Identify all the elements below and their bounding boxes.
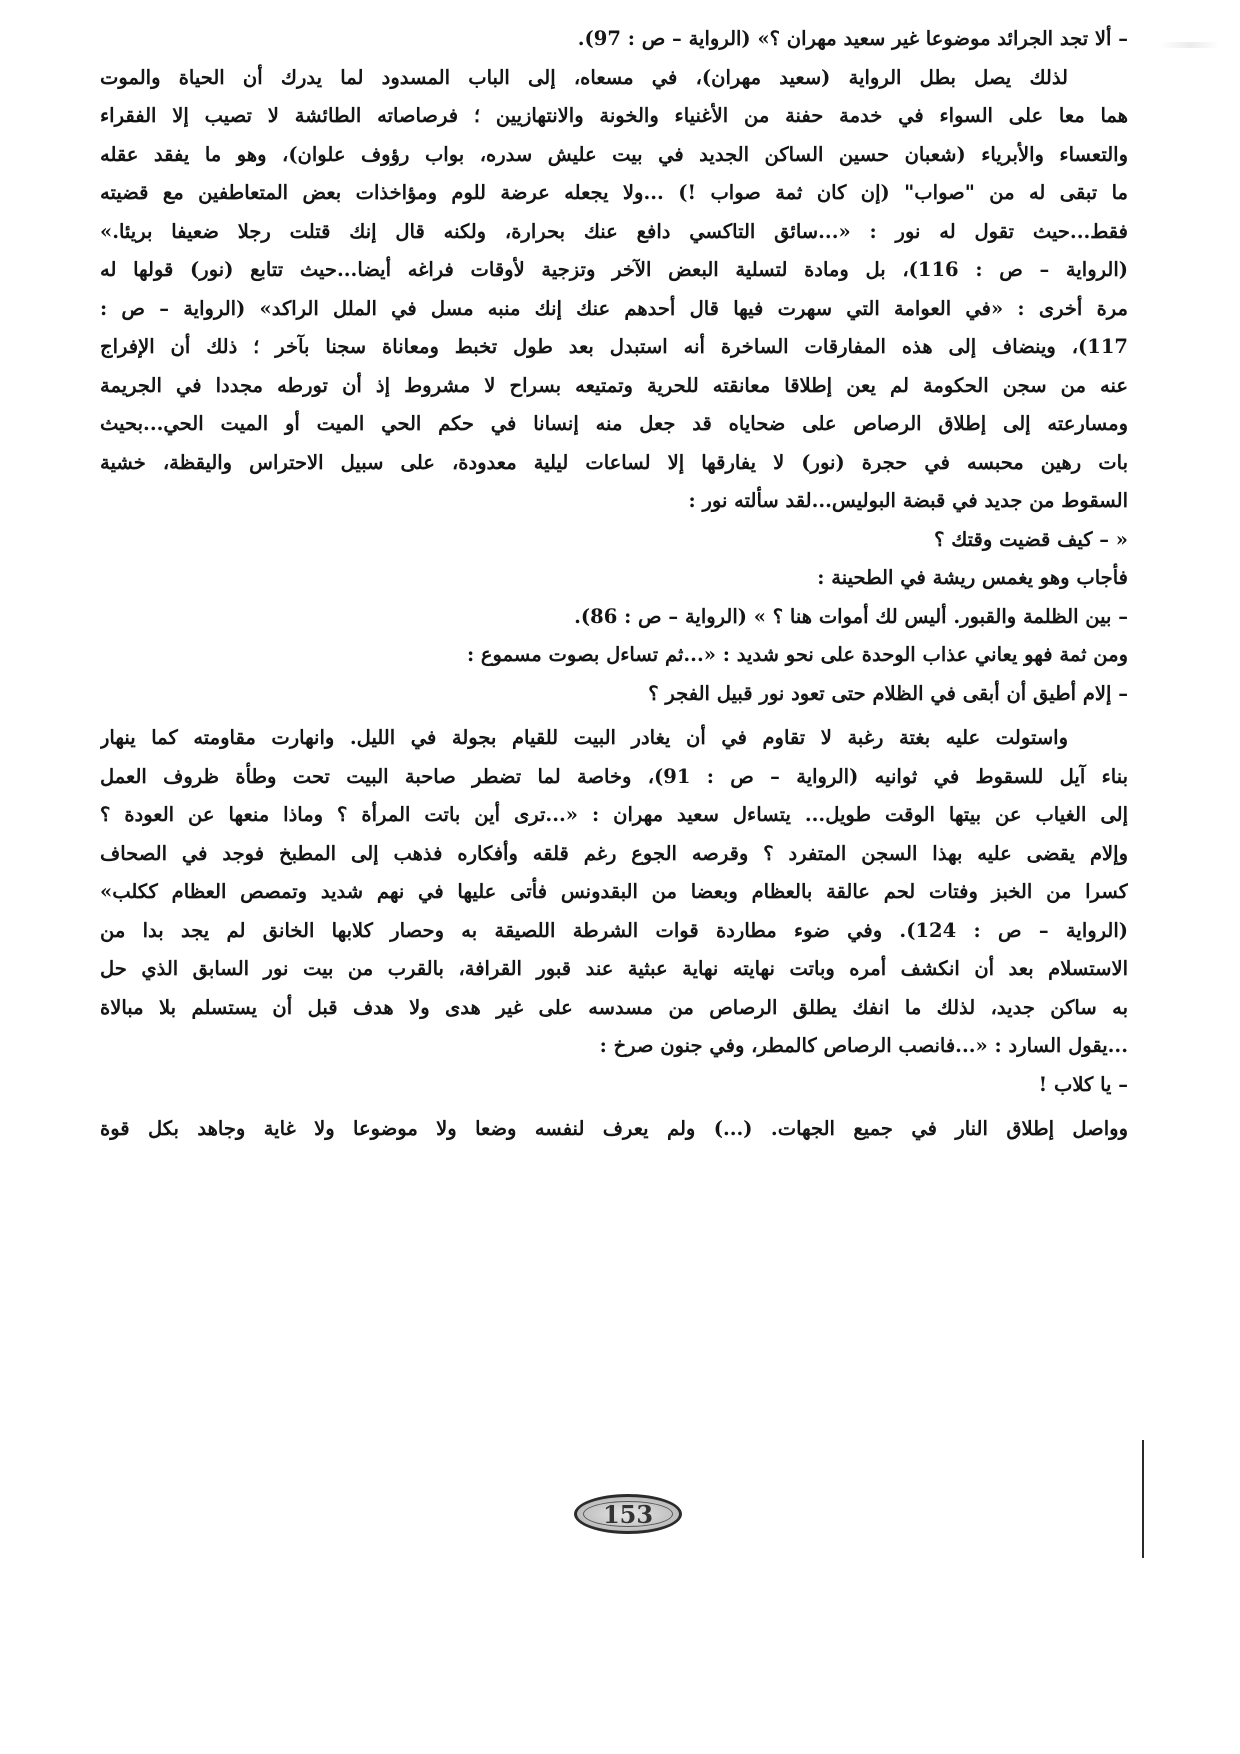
text-line: وواصل إطلاق النار في جميع الجهات. (...) ولم يعرف لنفسه وضعا ولا موضوعا ولا غاية وجاهد بكل قوة — [100, 1117, 1128, 1140]
dialogue-line: – يا كلاب ! — [1038, 1072, 1128, 1096]
text-line: فقط...حيث تقول له نور : «...سائق التاكسي دافع عنك بحرارة، ولكنه قال إنك قتلت رجلا ضعيفا بريئا.» — [100, 219, 1128, 243]
text-line: بات رهين محبسه في حجرة (نور) لا يفارقها إلا لساعات ليلية معدودة، على سبيل الاحتراس واليقظة، خشية — [100, 450, 1128, 474]
text-line: السقوط من جديد في قبضة البوليس...لقد سألته نور : — [688, 489, 1128, 512]
text-line: بناء آيل للسقوط في ثوانيه (الرواية – ص : 91)، وخاصة لما تضطر صاحبة البيت تحت وطأة ظروف العمل — [100, 764, 1128, 788]
dialogue-line: « – كيف قضيت وقتك ؟ — [934, 527, 1128, 551]
body-text — [100, 20, 1128, 1149]
text-line: إلى الغياب عن بيتها الوقت طويل... يتساءل سعيد مهران : «...ترى أين باتت المرأة ؟ وماذا منعها عن العودة ؟ — [100, 803, 1128, 826]
scan-speck — [1160, 42, 1220, 48]
text-line: – ألا تجد الجرائد موضوعا غير سعيد مهران ؟» (الرواية – ص : 97). — [577, 27, 1128, 50]
margin-rule — [1142, 1440, 1144, 1558]
text-line: ومسارعته إلى إطلاق الرصاص على ضحاياه قد جعل منه إنسانا في حكم الحي الميت أو الميت الحي...بحيث — [100, 412, 1128, 435]
text-line: الاستسلام بعد أن انكشف أمره وباتت نهايته نهاية عبثية عند قبور القرافة، بالقرب من بيت نور السابق الذي حل — [100, 957, 1128, 980]
text-line: ما تبقى له من "صواب" (إن كان ثمة صواب !) ...ولا يجعله عرضة للوم ومؤاخذات بعض المتعاطفين مع قضيته — [100, 181, 1128, 204]
page-number-badge — [574, 1494, 682, 1534]
text-line: (الرواية – ص : 124). وفي ضوء مطاردة قوات الشرطة اللصيقة به وحصار كلابها الخانق لم يجد بدا من — [100, 918, 1128, 942]
text-line: والتعساء والأبرياء (شعبان حسين الساكن الجديد في بيت عليش سدره، بواب رؤوف علوان)، وهو ما يفقد عقله — [100, 142, 1128, 166]
text-line: ...يقول السارد : «...فانصب الرصاص كالمطر، وفي جنون صرخ : — [599, 1034, 1128, 1057]
text-line: 117)، وينضاف إلى هذه المفارقات الساخرة أنه استبدل بعد طول تخبط ومعاناة سجنا بآخر ؛ ذلك أن الإفراج — [100, 335, 1128, 358]
text-line: هما معا على السواء في خدمة حفنة من الأغنياء والخونة والانتهازيين ؛ فرصاصاته الطائشة لا تصيب إلا الفقراء — [100, 104, 1128, 127]
text-line: فأجاب وهو يغمس ريشة في الطحينة : — [817, 566, 1128, 589]
text-line: ومن ثمة فهو يعاني عذاب الوحدة على نحو شديد : «...ثم تساءل بصوت مسموع : — [466, 643, 1128, 666]
page-number: 153 — [602, 1499, 654, 1529]
text-line: وإلام يقضى عليه بهذا السجن المتفرد ؟ وقرصه الجوع رغم قلقه وأفكاره فذهب إلى المطبخ فوجد في الصحاف — [100, 841, 1128, 865]
text-line: (الرواية – ص : 116)، بل ومادة لتسلية البعض الآخر وتزجية لأوقات فراغه أيضا...حيث تتابع (نور) قولها له — [100, 258, 1128, 281]
text-line: لذلك يصل بطل الرواية (سعيد مهران)، في مسعاه، إلى الباب المسدود لما يدرك أن الحياة والموت — [100, 65, 1068, 89]
dialogue-line: – بين الظلمة والقبور. أليس لك أموات هنا ؟ » (الرواية – ص : 86). — [574, 604, 1128, 628]
text-line: مرة أخرى : «في العوامة التي سهرت فيها قال أحدهم عنك إنك منبه مسل في الملل الراكد» (الرواية – ص : — [100, 296, 1128, 320]
text-line: كسرا من الخبز وفتات لحم عالقة بالعظام وبعضا من البقدونس فأتى عليها في نهم شديد وتمصص العظام ككلب» — [100, 880, 1128, 903]
dialogue-line: – إلام أطيق أن أبقى في الظلام حتى تعود نور قبيل الفجر ؟ — [648, 681, 1128, 705]
text-line: عنه من سجن الحكومة لم يعن إطلاقا معانقته للحرية وتمتيعه بسراح لا مشروط إذ أن تورطه مجددا في الجريمة — [100, 373, 1128, 397]
text-line: واستولت عليه بغتة رغبة لا تقاوم في أن يغادر البيت للقيام بجولة في الليل. وانهارت مقاومته كما ينهار — [100, 726, 1068, 749]
text-line: به ساكن جديد، لذلك ما انفك يطلق الرصاص من مسدسه على غير هدى ولا هدف قبل أن يستسلم بلا مبالاة — [100, 995, 1128, 1019]
